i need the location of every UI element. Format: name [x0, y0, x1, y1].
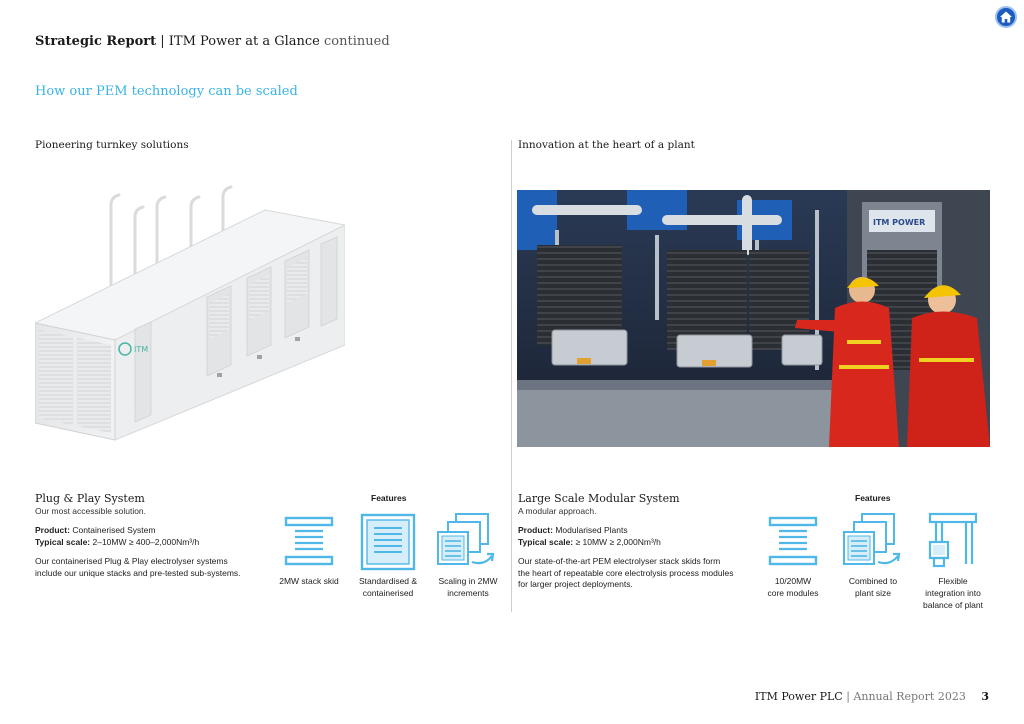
feature-label	[348, 575, 428, 599]
left-product-line	[35, 525, 155, 535]
header-title: ITM Power at a Glance	[168, 34, 320, 49]
right-system-title: Large Scale Modular System	[518, 492, 680, 505]
feature-label	[913, 575, 993, 611]
right-system-subtitle: A modular approach.	[518, 506, 597, 516]
left-system-subtitle: Our most accessible solution.	[35, 506, 147, 516]
container-system-image	[35, 185, 345, 445]
page-header	[35, 34, 390, 49]
feature-label	[269, 575, 349, 587]
right-scale-value: ≥ 10MW ≥ 2,000Nm³/h	[575, 537, 661, 547]
right-description-line: for larger project deployments.	[518, 579, 633, 589]
feature-label-line: containerised	[362, 588, 414, 598]
left-features-heading: Features	[371, 493, 407, 503]
right-column-title: Innovation at the heart of a plant	[518, 139, 695, 151]
left-system-title: Plug & Play System	[35, 492, 145, 505]
right-product-value: Modularised Plants	[555, 525, 628, 535]
plant-photo	[517, 190, 990, 447]
feature-label-line: Flexible	[938, 576, 968, 586]
section-title: How our PEM technology can be scaled	[35, 84, 298, 99]
right-scale-label: Typical scale:	[518, 537, 574, 547]
scaling-icon	[436, 512, 496, 572]
feature-label-line: Combined to	[848, 576, 898, 586]
right-features-heading: Features	[855, 493, 891, 503]
page-footer	[755, 690, 989, 703]
column-divider	[511, 140, 512, 612]
feature-label	[833, 575, 913, 599]
footer-separator: |	[846, 690, 850, 703]
left-description-line: include our unique stacks and pre-tested sub-systems.	[35, 567, 241, 578]
left-scale-value: 2–10MW ≥ 400–2,000Nm³/h	[92, 537, 200, 547]
footer-company: ITM Power PLC	[754, 690, 843, 703]
container-icon	[358, 512, 418, 572]
right-description-line: Our state-of-the-art PEM electrolyser stack skids form	[518, 556, 721, 566]
feature-label-line: 10/20MW	[774, 576, 812, 586]
feature-label-line: Scaling in 2MW	[438, 576, 498, 586]
combined-modules-icon	[842, 512, 902, 572]
left-product-label: Product:	[35, 525, 70, 535]
feature-label	[753, 575, 833, 599]
feature-label-line: Standardised &	[358, 576, 418, 586]
right-product-line	[518, 525, 628, 535]
left-scale-label: Typical scale:	[35, 537, 91, 547]
page-number: 3	[981, 690, 989, 703]
right-description	[518, 556, 733, 591]
container-logo: ITM	[134, 345, 149, 354]
right-product-label: Product:	[518, 525, 553, 535]
feature-label-line: plant size	[855, 588, 891, 598]
left-scale-line	[35, 537, 199, 547]
right-description-line: the heart of repeatable core electrolysis process modules	[518, 567, 734, 578]
home-icon	[999, 10, 1013, 24]
feature-label	[428, 575, 508, 599]
core-module-icon	[764, 512, 824, 572]
left-description	[35, 556, 241, 579]
plant-sign: ITM POWER	[873, 218, 926, 227]
feature-label-line: core modules	[767, 588, 819, 598]
feature-label-line: integration into	[925, 588, 981, 598]
footer-report: Annual Report 2023	[853, 690, 966, 703]
header-section: Strategic Report	[35, 34, 157, 49]
feature-label-line: increments	[447, 588, 489, 598]
integration-icon	[922, 512, 982, 572]
right-scale-line	[518, 537, 661, 547]
feature-label-line: balance of plant	[922, 600, 984, 610]
left-column-title: Pioneering turnkey solutions	[35, 139, 189, 151]
stack-skid-icon	[280, 512, 340, 572]
header-separator: |	[160, 34, 165, 49]
home-button[interactable]	[995, 6, 1017, 28]
header-continued: continued	[324, 34, 390, 49]
left-product-value: Containerised System	[72, 525, 156, 535]
feature-label-line: 2MW stack skid	[279, 576, 339, 586]
left-description-line: Our containerised Plug & Play electrolyser systems	[35, 556, 228, 566]
